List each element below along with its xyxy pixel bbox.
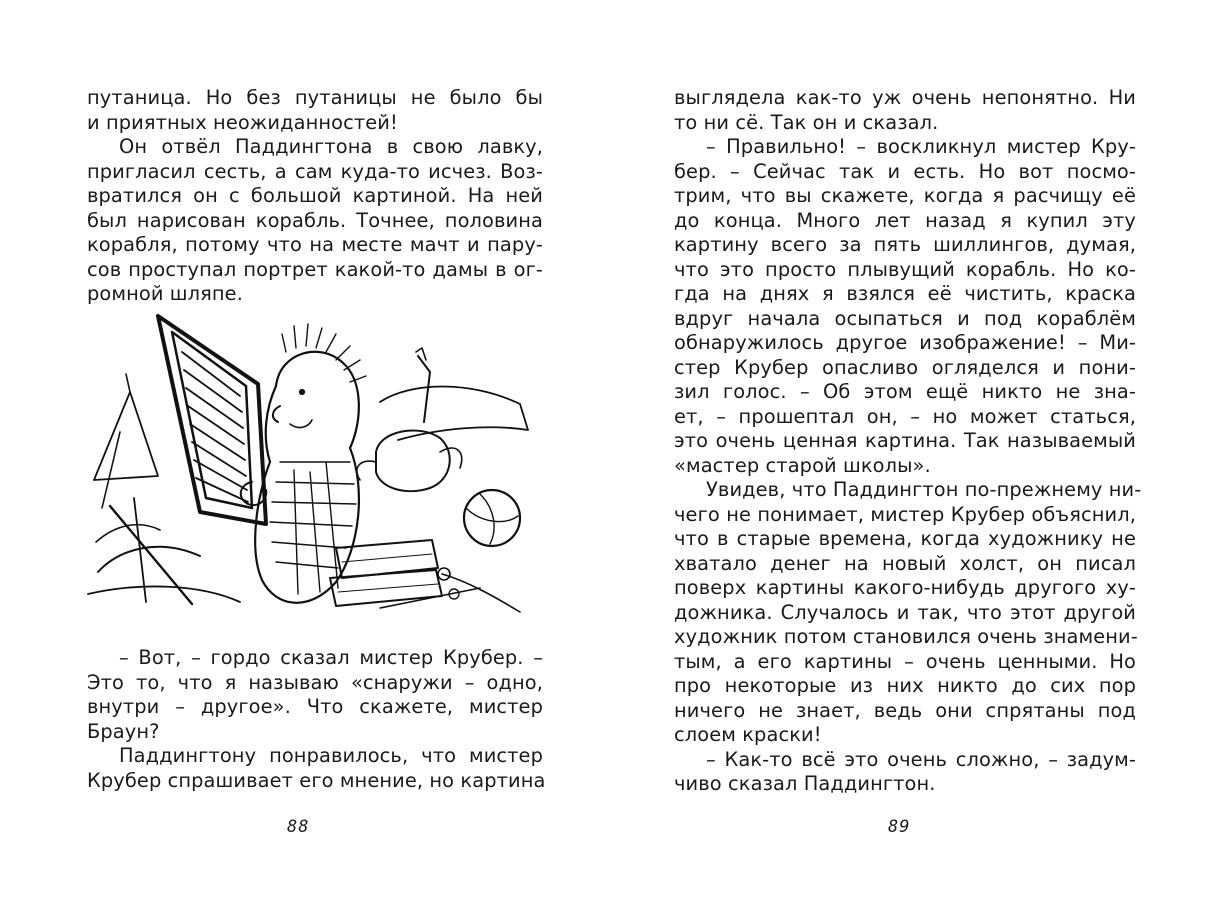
text-line: Паддингтону понравилось, что мистер: [119, 744, 543, 767]
right-text: [674, 86, 1142, 797]
text-line: дожника. Случалось и так, что этот другой: [674, 600, 1136, 624]
text-line: слоем краски!: [674, 723, 822, 746]
text-line: вратился он с большой картиной. На ней: [87, 184, 543, 207]
text-line: Браун?: [87, 719, 160, 743]
text-line: пригласил сесть, а сам куда-то исчез. Воз-: [87, 159, 543, 183]
text-line: до конца. Много лет назад я купил эту: [674, 208, 1136, 232]
text-line: бер. – Сейчас так и есть. Но вот посмо-: [674, 159, 1136, 183]
text-line: хватало денег на новый холст, он писал: [674, 551, 1136, 575]
text-line: «мастер старой школы».: [674, 453, 931, 477]
text-line: чего не понимает, мистер Крубер объяснил,: [674, 502, 1136, 526]
text-line: вдруг начала осыпаться и под кораблём: [674, 306, 1136, 330]
text-line: ромной шляпе.: [87, 282, 243, 305]
text-line: что в старые времена, когда художнику не: [674, 527, 1136, 550]
text-line: зил голос. – Об этом ещё никто не зна-: [674, 380, 1136, 403]
text-line: – Как-то всё это очень сложно, – задум-: [706, 747, 1136, 771]
page-number: 89: [888, 817, 911, 837]
text-line: Увидев, что Паддингтон по-прежнему ни-: [706, 478, 1142, 501]
right-page: [607, 0, 1214, 910]
text-line: выглядела как-то уж очень непонятно. Ни: [674, 86, 1136, 109]
text-line: это очень ценная картина. Так называемый: [674, 429, 1136, 452]
text-line: Крубер спрашивает его мнение, но картина: [87, 768, 546, 792]
text-line: сов проступал портрет какой-то дамы в ог-: [87, 257, 543, 281]
page-number: 88: [287, 817, 310, 837]
text-line: был нарисован корабль. Точнее, половина: [87, 208, 543, 232]
text-line: ет, – прошептал он, – но может статься,: [674, 404, 1136, 428]
text-line: чиво сказал Паддингтон.: [674, 772, 936, 795]
text-line: – Вот, – гордо сказал мистер Крубер. –: [119, 646, 543, 669]
text-line: внутри – другое». Что скажете, мистер: [87, 695, 543, 718]
text-line: трим, что вы скажете, когда я расчищу её: [674, 184, 1136, 207]
text-line: Он отвёл Паддингтона в свою лавку,: [119, 135, 543, 158]
text-line: Это то, что я называю «снаружи – одно,: [87, 670, 543, 694]
text-line: обнаружилось другое изображение! – Ми-: [674, 331, 1136, 354]
text-line: картину всего за пять шиллингов, думая,: [674, 233, 1136, 256]
text-line: то ни сё. Так он и сказал.: [674, 110, 939, 134]
text-line: – Правильно! – воскликнул мистер Кру-: [706, 135, 1136, 158]
text-line: и приятных неожиданностей!: [87, 110, 398, 134]
text-line: корабля, потому что на месте мачт и пару-: [87, 233, 543, 256]
bear-with-painting-illustration: [80, 312, 550, 632]
text-line: что это просто плывущий корабль. Но ко-: [674, 257, 1136, 281]
text-line: про некоторые из них никто до сих пор: [674, 674, 1136, 697]
text-line: ничего не знает, ведь они спрятаны под: [674, 698, 1136, 722]
text-line: поверх картины какого-нибудь другого ху-: [674, 576, 1136, 599]
text-line: художник потом становился очень знамени-: [674, 625, 1138, 648]
text-line: гда на днях я взялся её чистить, краска: [674, 282, 1136, 305]
left-top-text: [87, 86, 543, 307]
text-line: путаница. Но без путаницы не было бы: [87, 86, 543, 109]
left-bottom-text: [87, 646, 546, 793]
text-line: тым, а его картины – очень ценными. Но: [674, 649, 1136, 673]
text-line: стер Крубер опасливо огляделся и пони-: [674, 355, 1136, 379]
